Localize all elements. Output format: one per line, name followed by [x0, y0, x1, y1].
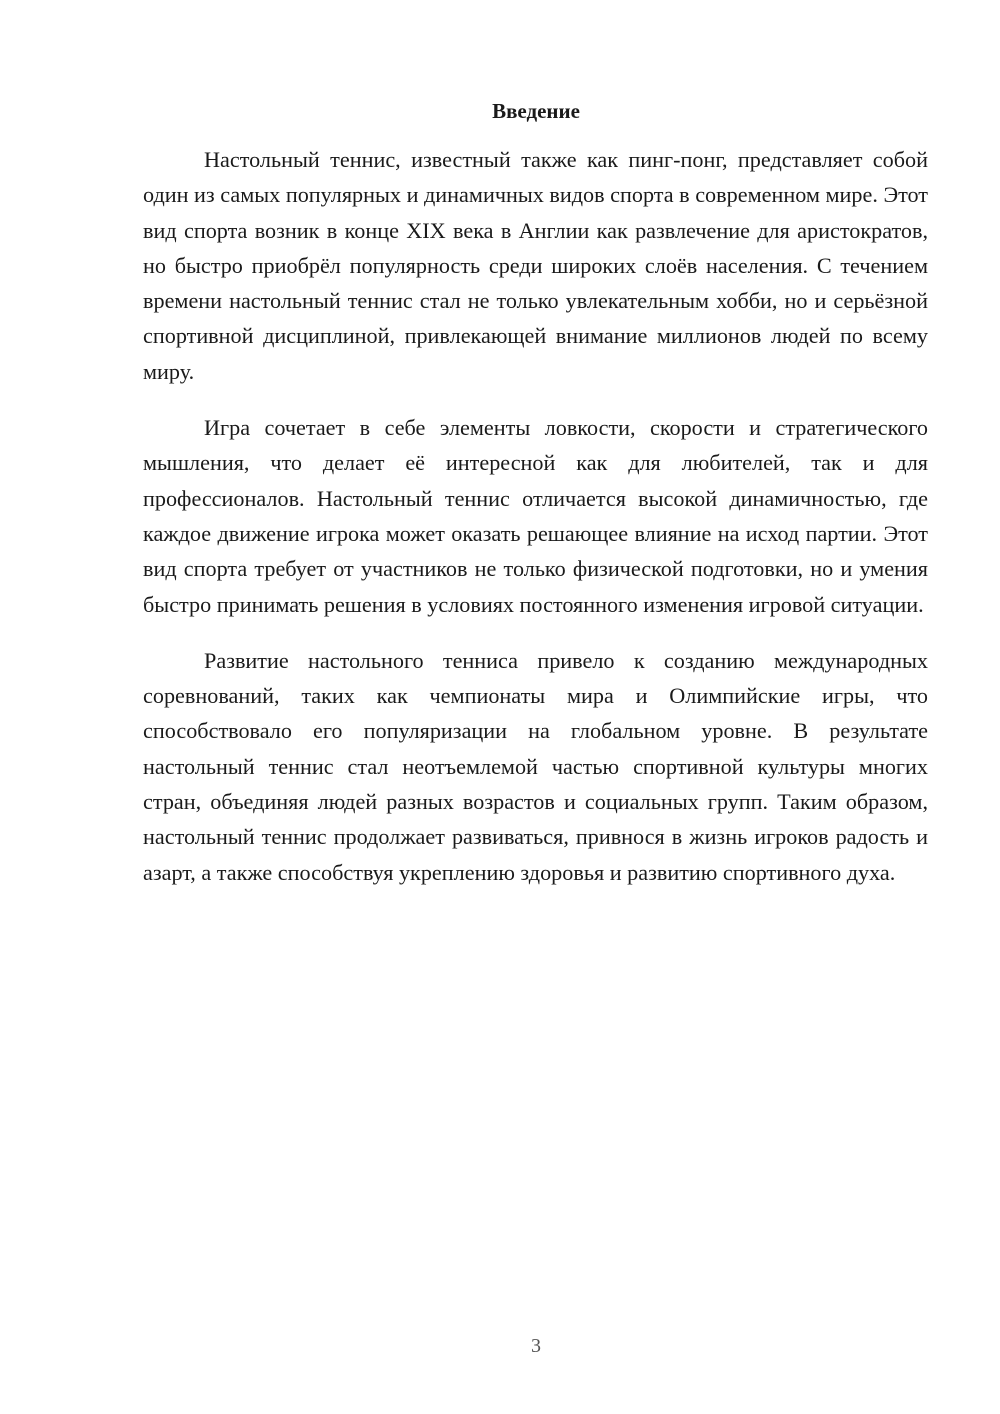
paragraph-2: Игра сочетает в себе элементы ловкости, скорости и стратегического мышления, что делает её интересной как для любителей, так и для профессионалов. Настольный теннис отличается высокой динамичностью, где каждое движение игрока может оказать решающее влияние на исход партии. Этот вид спорта требует от участников не только физической подготовки, но и умения быстро принимать решения в условиях постоянного изменения игровой ситуации.: [143, 415, 928, 617]
paragraph-3: Развитие настольного тенниса привело к созданию международных соревнований, таких как чемпионаты мира и Олимпийские игры, что способствовало его популяризации на глобальном уровне. В результате настольный теннис стал неотъемлемой частью спортивной культуры многих стран, объединяя людей разных возрастов и социальных групп. Таким образом, настольный теннис продолжает развиваться, привнося в жизнь игроков радость и азарт, а также способствуя укреплению здоровья и развитию спортивного духа.: [143, 647, 928, 885]
page-number: 3: [531, 1335, 541, 1357]
section-heading: Введение: [492, 99, 580, 123]
paragraph-1: Настольный теннис, известный также как пинг-понг, представляет собой один из самых популярных и динамичных видов спорта в современном мире. Этот вид спорта возник в конце XIX века в Англии как развлечение для аристократов, но быстро приобрёл популярность среди широких слоёв населения. С течением времени настольный теннис стал не только увлекательным хобби, но и серьёзной спортивной дисциплиной, привлекающей внимание миллионов людей по всему миру.: [143, 147, 928, 384]
body-text: [143, 142, 928, 890]
